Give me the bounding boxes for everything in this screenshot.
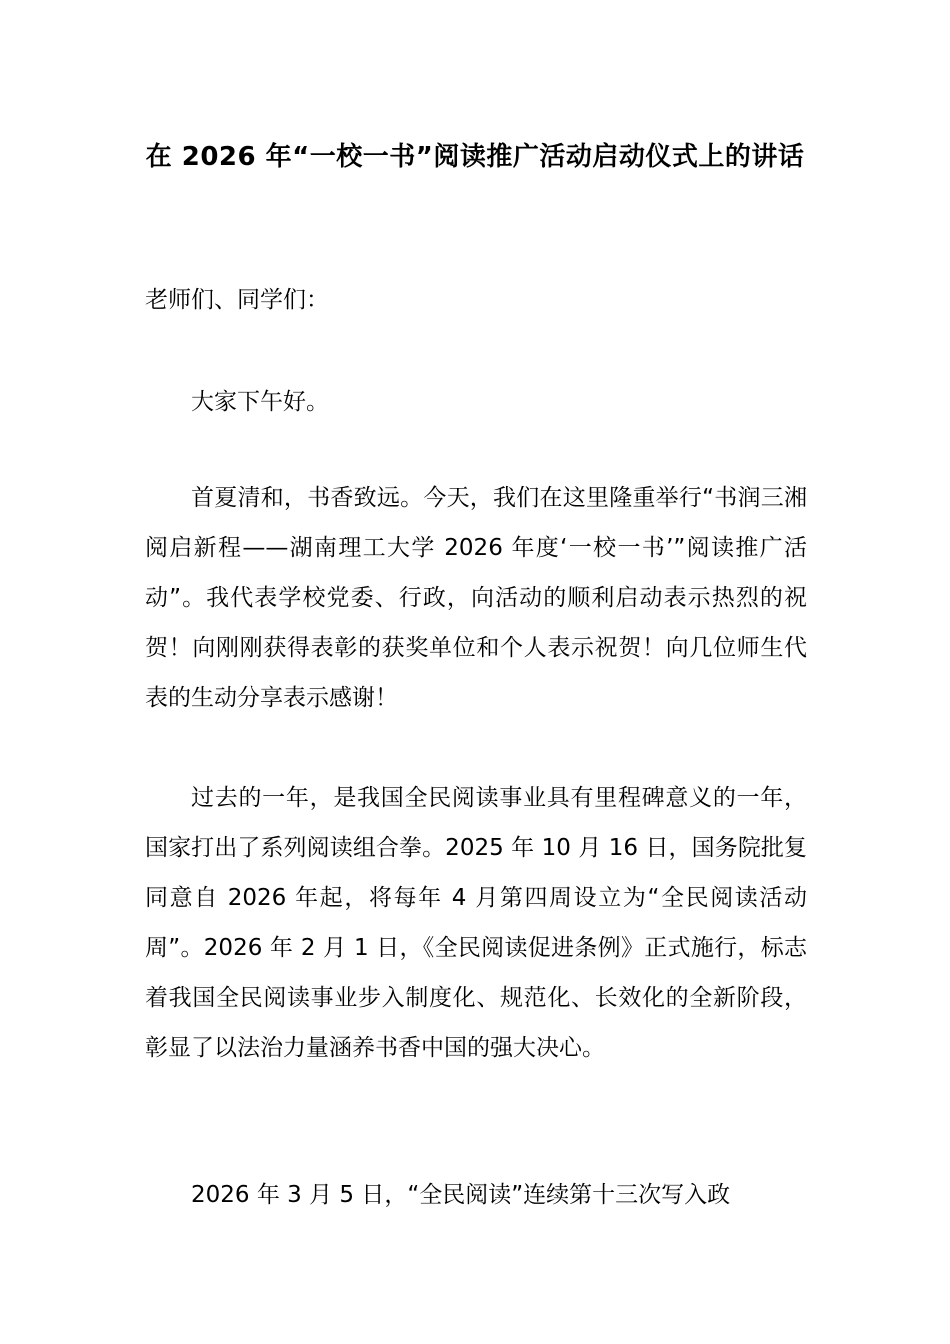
salutation: 老师们、同学们：	[145, 287, 329, 313]
paragraph-opening: 首夏清和，书香致远。今天，我们在这里隆重举行“书润三湘阅启新程——湖南理工大学 2026 年度‘一校一书’”阅读推广活动”。我代表学校党委、行政，向活动的顺利启动表示热烈的祝贺！向刚刚获得表彰的获奖单位和个人表示祝贺！向几位师生代表的生动分享表示感谢！	[145, 485, 807, 711]
paragraph-past-year: 过去的一年，是我国全民阅读事业具有里程碑意义的一年，国家打出了系列阅读组合拳。2025 年 10 月 16 日，国务院批复同意自 2026 年起，将每年 4 月第四周设立为“全民阅读活动周”。2026 年 2 月 1 日，《全民阅读促进条例》正式施行，标志着我国全民阅读事业步入制度化、规范化、长效化的全新阶段，彰显了以法治力量涵养书香中国的强大决心。	[145, 785, 807, 1061]
document-title: 在 2026 年“一校一书”阅读推广活动启动仪式上的讲话	[145, 142, 805, 172]
paragraph-greeting: 大家下午好。	[191, 389, 329, 415]
paragraph-government-report: 2026 年 3 月 5 日，“全民阅读”连续第十三次写入政	[191, 1182, 731, 1208]
